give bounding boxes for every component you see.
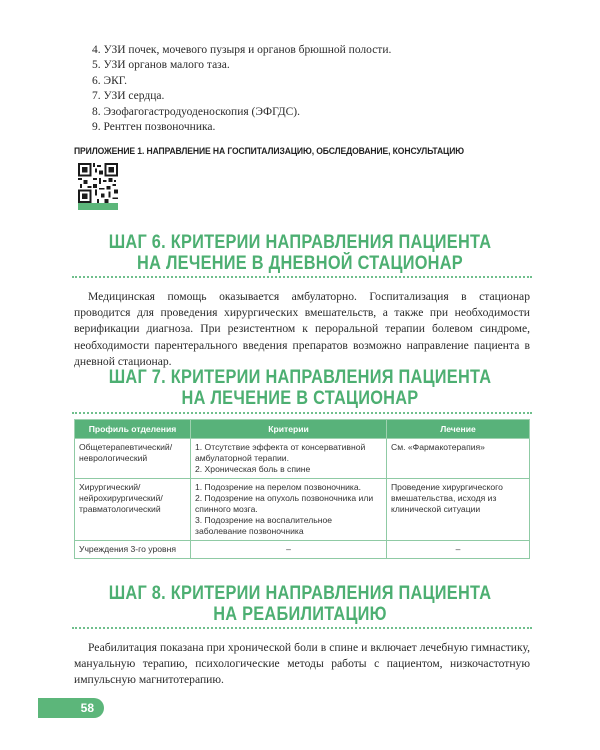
- appendix-title: ПРИЛОЖЕНИЕ 1. НАПРАВЛЕНИЕ НА ГОСПИТАЛИЗАЦИЮ, ОБСЛЕДОВАНИЕ, КОНСУЛЬТАЦИЮ: [74, 146, 464, 156]
- header-treatment: Лечение: [387, 420, 530, 439]
- list-item: 9. Рентген позвоночника.: [92, 121, 216, 134]
- cell-criteria: –: [191, 541, 387, 559]
- criterion: 2. Хроническая боль в спине: [195, 464, 311, 474]
- criterion: 3. Подозрение на воспалительное заболевание позвоночника: [195, 515, 333, 536]
- step7-title-line2: НА ЛЕЧЕНИЕ В СТАЦИОНАР: [181, 388, 419, 409]
- list-item: 4. УЗИ почек, мочевого пузыря и органов брюшной полости.: [92, 44, 392, 56]
- qr-code-icon[interactable]: [78, 163, 118, 203]
- step8-title-line2: НА РЕАБИЛИТАЦИЮ: [213, 604, 387, 625]
- table-header-row: [75, 420, 530, 439]
- hospitalization-criteria-table: [74, 419, 530, 559]
- list-item: 7. УЗИ сердца.: [92, 90, 165, 103]
- list-item: 6. ЭКГ.: [92, 74, 127, 87]
- cell-treatment: Проведение хирургического вмешательства, исходя из клинической ситуации: [387, 479, 530, 541]
- divider: [72, 276, 532, 278]
- cell-profile: Учреждения 3-го уровня: [75, 541, 191, 559]
- step6-paragraph: Медицинская помощь оказывается амбулаторно. Госпитализация в стационар проводится для проведения хирургических вмешательств, а также при необходимости верификации диагноза. При резистентном к пероральной терапии болевом синдроме, необходимости парентерального введения препаратов возможно направление пациента в дневной стационар.: [74, 290, 530, 368]
- exam-list: [92, 43, 391, 135]
- criterion: 2. Подозрение на опухоль позвоночника или спинного мозга.: [195, 493, 374, 514]
- cell-profile: Общетерапевтический/неврологический: [75, 439, 191, 479]
- criterion: 1. Подозрение на перелом позвоночника.: [195, 482, 362, 492]
- cell-treatment: См. «Фармакотерапия»: [387, 439, 530, 479]
- header-profile: Профиль отделения: [75, 420, 191, 439]
- step6-title-line1: ШАГ 6. КРИТЕРИИ НАПРАВЛЕНИЯ ПАЦИЕНТА: [108, 232, 492, 253]
- table-row: [75, 479, 530, 541]
- step7-title-line1: ШАГ 7. КРИТЕРИИ НАПРАВЛЕНИЯ ПАЦИЕНТА: [108, 367, 492, 388]
- cell-criteria: [191, 479, 387, 541]
- list-item: 8. Эзофагогастродуоденоскопия (ЭФГДС).: [92, 105, 300, 118]
- divider: [72, 412, 532, 414]
- page-number: 58: [80, 701, 94, 715]
- table-row: [75, 541, 530, 559]
- list-item: 5. УЗИ органов малого таза.: [92, 59, 230, 72]
- header-criteria: Критерии: [191, 420, 387, 439]
- step6-title-line2: НА ЛЕЧЕНИЕ В ДНЕВНОЙ СТАЦИОНАР: [137, 253, 463, 274]
- cell-criteria: [191, 439, 387, 479]
- table-row: [75, 439, 530, 479]
- divider: [72, 627, 532, 629]
- criterion: 1. Отсутствие эффекта от консервативной амбулаторной терапии.: [195, 442, 366, 463]
- step8-paragraph: Реабилитация показана при хронической боли в спине и включает лечебную гимнастику, мануальную терапию, психологические методы работы с пациентом, низкочастотную импульсную магнитотерапию.: [74, 641, 530, 687]
- step8-title-line1: ШАГ 8. КРИТЕРИИ НАПРАВЛЕНИЯ ПАЦИЕНТА: [108, 583, 492, 604]
- cell-treatment: –: [387, 541, 530, 559]
- qr-label-tab: [78, 203, 118, 210]
- cell-profile: Хирургический/нейрохирургический/травматологический: [75, 479, 191, 541]
